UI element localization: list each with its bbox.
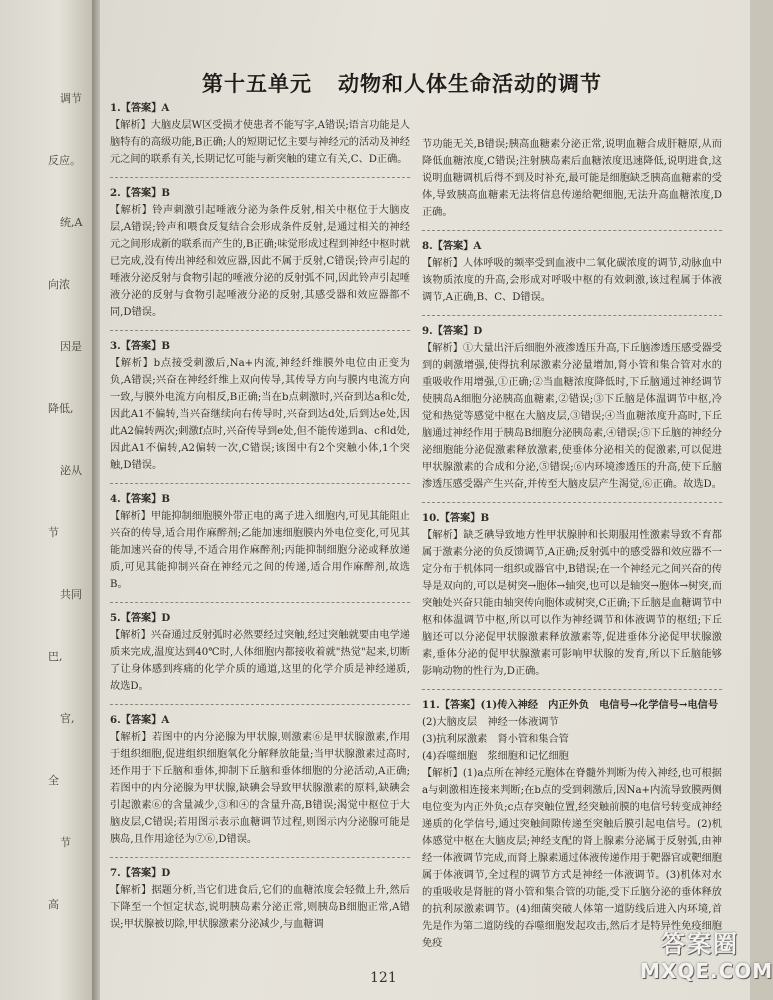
answer-line: 2.【答案】B <box>110 187 170 199</box>
answer-line: 1.【答案】A <box>110 102 170 114</box>
analysis-text: 【解析】(1)a点所在神经元胞体在脊髓外判断为传入神经,也可根据a与刺激相连接来判断;在b点的受到刺激后,因Na+内流导致膜两侧电位变为内正外负;c点存突触位置,经突触前膜的电信号转变成神经递质的化学信号,通过突触间隙传递至突触后膜引起电信号。(2)机体感觉中枢在大脑皮层;神经支配的肾上腺素分泌属于反射弧,由神经一体液调节完成,而肾上腺素通过体液传递作用于靶器官或靶细胞属于体液调节,全过程的调节方式是神经一体液调节。(3)机体对水的重吸收是肾脏的肾小管和集合管的功能,受下丘脑分泌的垂体释放的抗利尿激素调节。(4)细菌突破人体第一道防线后进入内环境,首先是作为第二道防线的吞噬细胞发起攻击,然后才是特异性免疫细胞免疫 <box>422 768 722 949</box>
left-page-fragment: 统,A <box>60 216 83 229</box>
answer-item <box>110 100 410 168</box>
left-page-fragment: 巴, <box>48 650 63 663</box>
analysis-text: 【解析】大脑皮层W区受损才使患者不能写字,A错误;语言功能是人脑特有的高级功能,B正确;人的短期记忆主要与神经元的活动及神经元之间的联系有关,长期记忆可能与新突触的建立有关,C、D正确。 <box>110 120 410 165</box>
answer-item <box>110 610 410 695</box>
left-column <box>110 100 410 942</box>
left-page-fragment: 调节 <box>60 92 82 105</box>
dashed-divider <box>110 857 410 858</box>
page-number: 121 <box>370 970 397 986</box>
left-page-fragment: 高 <box>48 898 59 911</box>
dashed-divider <box>422 230 722 231</box>
answer-item <box>422 238 722 306</box>
answer-item <box>422 323 722 493</box>
answer-subline: (2)大脑皮层 神经一体液调节 <box>422 717 559 728</box>
answer-line: 5.【答案】D <box>110 612 171 624</box>
analysis-text: 【解析】据题分析,当它们进食后,它们的血糖浓度会轻微上升,然后下降至一个恒定状态,说明胰岛素分泌正常,则胰岛B细胞正常,A错误;甲状腺被切除,甲状腺激素分泌减少,与血糖调 <box>110 885 410 930</box>
analysis-text: 【解析】①大量出汗后细胞外液渗透压升高,下丘脑渗透压感受器受到的刺激增强,使得抗利尿激素分泌量增加,肾小管和集合管对水的重吸收作用增强,①正确;②当血糖浓度降低时,下丘脑通过神经调节使胰岛A细胞分泌胰高血糖素,②错误;③下丘脑是体温调节中枢,冷觉和热觉等感觉中枢在大脑皮层,③错误;④当血糖浓度升高时,下丘脑通过神经作用于胰岛B细胞分泌胰岛素,④错误;⑤下丘脑的神经分泌细胞能分泌促激素释放激素,使垂体分泌相关的促激素,可以促进甲状腺激素的合成和分泌,⑤错误;⑥内环境渗透压的升高,使下丘脑渗透压感受器产生兴奋,并传至大脑皮层产生渴觉,⑥正确。故选D。 <box>422 343 722 490</box>
unit-number: 第十五单元 <box>202 71 312 96</box>
answer-item <box>110 338 410 474</box>
answer-line: 9.【答案】D <box>422 325 483 337</box>
answer-line: 10.【答案】B <box>422 512 490 524</box>
dashed-divider <box>422 689 722 690</box>
dashed-divider <box>110 704 410 705</box>
answer-subline: (4)吞噬细胞 浆细胞和记忆细胞 <box>422 751 569 762</box>
answer-item <box>110 865 410 933</box>
answer-line: 8.【答案】A <box>422 240 482 252</box>
analysis-text: 【解析】人体呼吸的频率受到血液中二氧化碳浓度的调节,动脉血中该物质浓度的升高,会形成对呼吸中枢的有效刺激,该过程属于体液调节,A正确,B、C、D错误。 <box>422 258 722 303</box>
watermark-logo <box>640 924 773 983</box>
left-page-fragment: 节 <box>60 836 71 849</box>
analysis-text: 【解析】甲能抑制细胞膜外带正电的离子进入细胞内,可见其能阻止兴奋的传导,适合用作麻醉剂;乙能加速细胞膜内外电位变化,可见其能加速兴奋的传导,不适合用作麻醉剂;丙能抑制细胞分泌或释放递质,可见其能抑制兴奋在神经元之间的传递,适合用作麻醉剂,故选B。 <box>110 511 410 590</box>
answer-subline: (3)抗利尿激素 肾小管和集合管 <box>422 734 569 745</box>
analysis-text: 【解析】b点接受刺激后,Na+内流,神经纤维膜外电位由正变为负,A错误;兴奋在神经纤维上双向传导,其传导方向与膜内电流方向一致,与膜外电流方向相反,B正确;当在b点刺激时,兴奋到达a和c处,因此A1不偏转,当兴奋继续向右传导时,兴奋到达d处,后到达e处,因此A2偏转两次;刺激f点时,兴奋传导到e处,但不能传递到a、c和d处,因此A1不偏转,A2偏转一次,C错误;该图中有2个突触小体,1个突触,D错误。 <box>110 358 410 471</box>
analysis-text: 节功能无关,B错误;胰高血糖素分泌正常,说明血糖合成肝糖原,从而降低血糖浓度,C错误;注射胰岛素后血糖浓度迅速降低,说明进食,这说明血糖调机后得不到及时补充,最可能是细胞缺乏胰高血糖素的受体,导致胰高血糖素无法将信息传递给靶细胞,无法升高血糖浓度,D正确。 <box>422 139 722 218</box>
dashed-divider <box>422 502 722 503</box>
answer-line: 11.【答案】(1)传入神经 内正外负 电信号→化学信号→电信号 <box>422 699 719 711</box>
analysis-text: 【解析】缺乏碘导致地方性甲状腺肿和长期服用性激素导致不育都属于激素分泌的负反馈调节,A正确;反射弧中的感受器和效应器不一定分布于机体同一组织或器官中,B错误;在一个神经元之间兴奋的传导是双向的,可以是树突→胞体→轴突,也可以是轴突→胞体→树突,而突触处兴奋只能由轴突传向胞体或树突,C正确;下丘脑是血糖调节中枢和体温调节中枢,所以可以作为神经调节和体液调节的枢纽;下丘脑还可以分泌促甲状腺激素释放激素等,促进垂体分泌促甲状腺激素,垂体分泌的促甲状腺激素可影响甲状腺的发育,所以下丘脑能够影响动物的性行为,D正确。 <box>422 530 722 677</box>
watermark-bottom: MXQE.COM <box>640 959 773 983</box>
left-page-fragment: 泌从 <box>60 464 82 477</box>
answer-item <box>422 136 722 221</box>
watermark-top: 答案圈 <box>661 930 739 958</box>
left-page-fragment: 节 <box>48 526 59 539</box>
answer-item <box>110 712 410 848</box>
left-page-fragment: 降低, <box>48 402 74 415</box>
left-page-fragment: 官, <box>60 712 75 725</box>
analysis-text: 【解析】铃声刺激引起唾液分泌为条件反射,相关中枢位于大脑皮层,A错误;铃声和喂食反复结合会形成条件反射,是通过相关的神经元之间形成新的联系而产生的,B正确;味觉形成过程到神经中枢时就已完成,没有传出神经和效应器,因此不属于反射,C错误;铃声引起的唾液分泌反射与食物引起的唾液分泌的反射弧不同,因此铃声引起唾液分泌的反射与食物引起唾液分泌的反射,其感受器和效应器都不同,D错误。 <box>110 205 410 318</box>
analysis-text: 【解析】若图中的内分泌腺为甲状腺,则激素⑥是甲状腺激素,作用于组织细胞,促进组织细胞氧化分解释放能量;当甲状腺激素过高时,还作用于下丘脑和垂体,抑制下丘脑和垂体细胞的分泌活动,A正确;若图中的内分泌腺为甲状腺,缺碘会导致甲状腺激素的原料,缺碘会引起激素⑥的含量减少,③和④的含量升高,B错误;渴觉中枢位于大脑皮层,C错误;若用图示表示血糖调节过程,则图示内分泌腺可能是胰岛,且作用途径为⑦⑥,D错误。 <box>110 732 410 845</box>
dashed-divider <box>110 330 410 331</box>
left-page-fragment: 因是 <box>60 340 82 353</box>
answer-line: 6.【答案】A <box>110 714 170 726</box>
analysis-text: 【解析】兴奋通过反射弧时必然要经过突触,经过突触就要由电学递质来完成,温度达到40℃时,人体细胞内都接收着就"热觉"起来,切断了让身体感到疼痛的化学介质的通道,这里的化学介质是神经递质,故选D。 <box>110 630 410 692</box>
answer-item <box>110 491 410 593</box>
dashed-divider <box>422 315 722 316</box>
unit-title <box>202 68 602 98</box>
left-page-strip <box>0 0 98 1000</box>
dashed-divider <box>110 177 410 178</box>
left-page-fragment: 共同 <box>60 588 82 601</box>
right-column <box>422 136 722 961</box>
answer-page <box>100 0 773 1000</box>
answer-item <box>422 510 722 680</box>
answer-item <box>422 697 722 952</box>
dashed-divider <box>110 483 410 484</box>
left-page-fragment: 反应。 <box>48 154 81 167</box>
unit-topic: 动物和人体生命活动的调节 <box>338 71 602 96</box>
answer-line: 7.【答案】D <box>110 867 171 879</box>
left-page-fragment: 全 <box>48 774 59 787</box>
answer-item <box>110 185 410 321</box>
answer-line: 4.【答案】B <box>110 493 170 505</box>
answer-line: 3.【答案】B <box>110 340 170 352</box>
left-page-fragment: 向浓 <box>48 278 70 291</box>
dashed-divider <box>110 602 410 603</box>
